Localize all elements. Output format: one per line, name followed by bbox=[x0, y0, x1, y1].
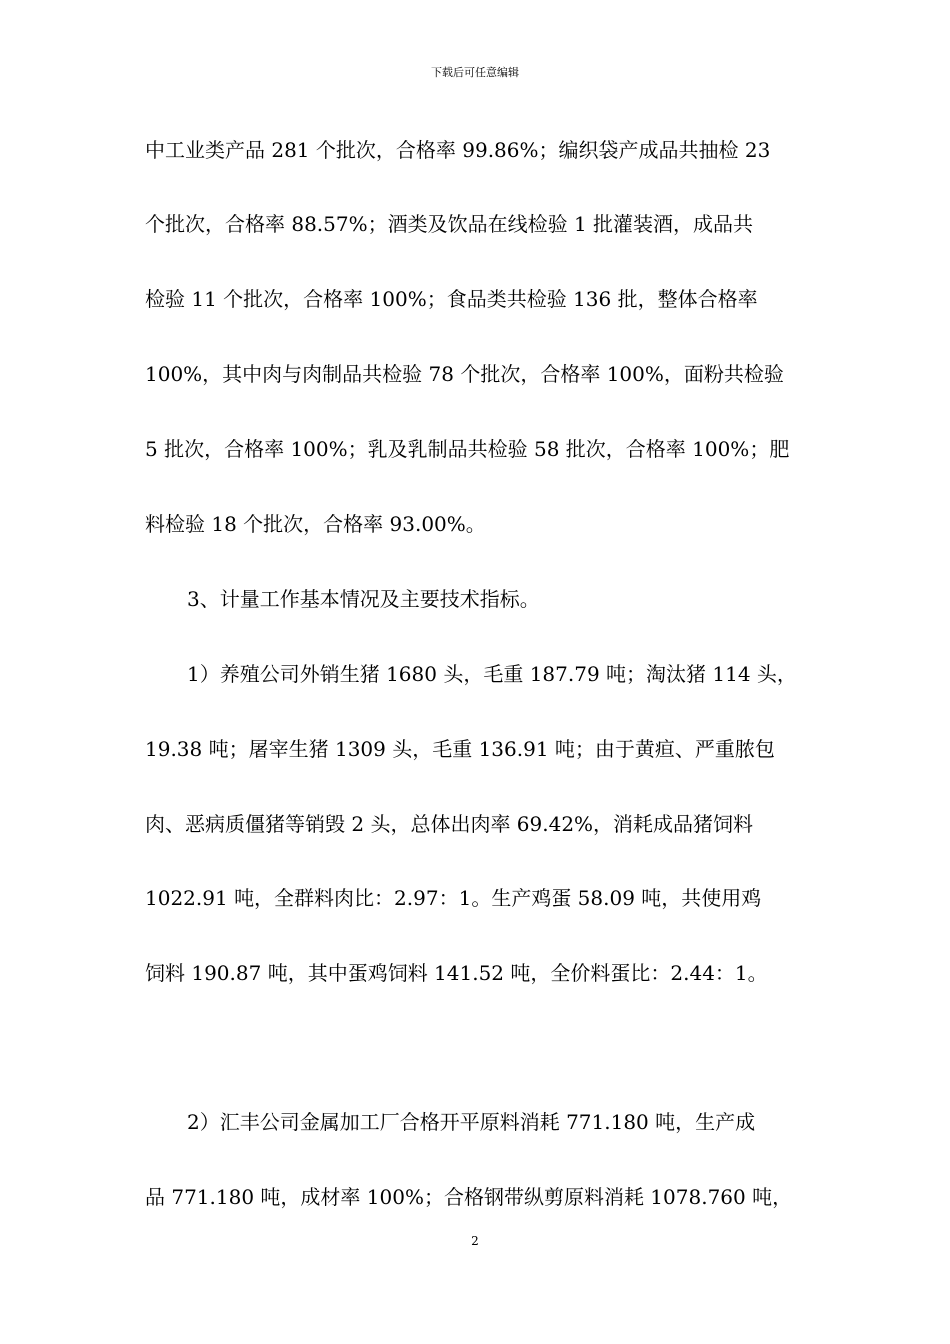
body-line: 19.38 吨；屠宰生猪 1309 头，毛重 136.91 吨；由于黄疸、严重脓包 bbox=[145, 737, 775, 761]
body-line: 中工业类产品 281 个批次，合格率 99.86%；编织袋产成品共抽检 23 bbox=[145, 138, 771, 162]
body-line: 肉、恶病质僵猪等销毁 2 头，总体出肉率 69.42%，消耗成品猪饲料 bbox=[145, 812, 754, 836]
body-line: 个批次，合格率 88.57%；酒类及饮品在线检验 1 批灌装酒，成品共 bbox=[145, 212, 754, 236]
body-line: 检验 11 个批次，合格率 100%；食品类共检验 136 批，整体合格率 bbox=[145, 287, 758, 311]
body-line: 品 771.180 吨，成材率 100%；合格钢带纵剪原料消耗 1078.760 吨， bbox=[145, 1185, 793, 1209]
body-line: 1）养殖公司外销生猪 1680 头，毛重 187.79 吨；淘汰猪 114 头， bbox=[187, 662, 797, 686]
body-line: 1022.91 吨，全群料肉比：2.97：1。生产鸡蛋 58.09 吨，共使用鸡 bbox=[145, 886, 762, 910]
body-line: 饲料 190.87 吨，其中蛋鸡饲料 141.52 吨，全价料蛋比：2.44：1。 bbox=[145, 961, 768, 985]
page-number: 2 bbox=[471, 1234, 479, 1248]
body-line: 料检验 18 个批次，合格率 93.00%。 bbox=[145, 512, 486, 536]
body-line: 100%，其中肉与肉制品共检验 78 个批次，合格率 100%，面粉共检验 bbox=[145, 362, 784, 386]
page-header: 下载后可任意编辑 bbox=[431, 66, 519, 79]
section-heading: 3、计量工作基本情况及主要技术指标。 bbox=[187, 587, 540, 611]
body-line: 5 批次，合格率 100%；乳及乳制品共检验 58 批次，合格率 100%；肥 bbox=[145, 437, 790, 461]
body-line: 2）汇丰公司金属加工厂合格开平原料消耗 771.180 吨，生产成 bbox=[187, 1110, 756, 1134]
